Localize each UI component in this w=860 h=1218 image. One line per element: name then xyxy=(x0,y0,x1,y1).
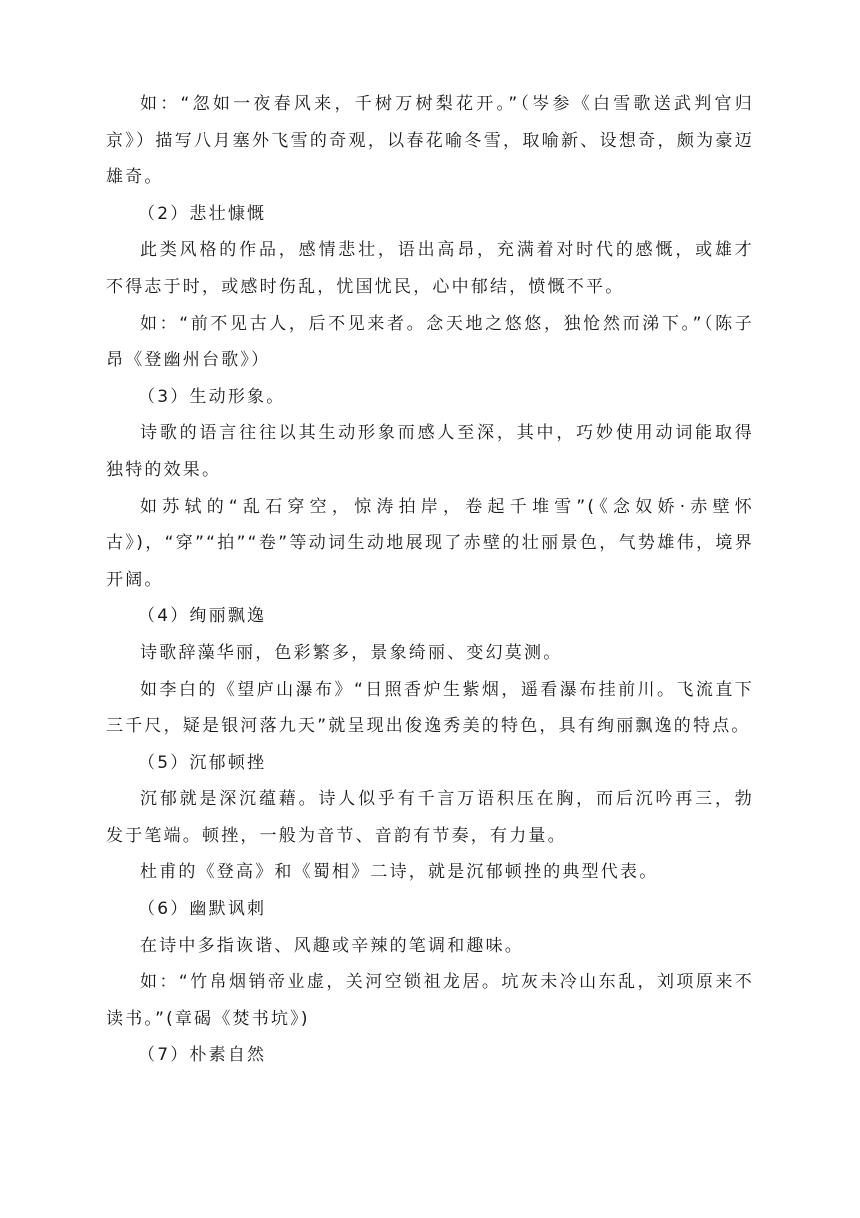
paragraph: 如苏轼的“乱石穿空，惊涛拍岸，卷起千堆雪”(《念奴娇·赤壁怀古》)，“穿”“拍”“卷”等动词生动地展现了赤壁的壮丽景色，气势雄伟，境界开阔。 xyxy=(106,496,754,590)
section-heading: （6）幽默讽刺 xyxy=(138,899,267,920)
paragraph: 如：“前不见古人，后不见来者。念天地之悠悠，独怆然而涕下。”（陈子昂《登幽州台歌》） xyxy=(106,313,754,371)
paragraph: 在诗中多指诙谐、风趣或辛辣的笔调和趣味。 xyxy=(140,935,524,956)
section-heading: （7）朴素自然 xyxy=(138,1045,267,1066)
section-heading: （4）绚丽飘逸 xyxy=(138,606,267,627)
paragraph: 诗歌的语言往往以其生动形象而感人至深，其中，巧妙使用动词能取得独特的效果。 xyxy=(106,423,754,480)
section-heading: （5）沉郁顿挫 xyxy=(138,752,267,773)
paragraph: 诗歌辞藻华丽，色彩繁多，景象绮丽、变幻莫测。 xyxy=(140,642,563,663)
paragraph: 此类风格的作品，感情悲壮，语出高昂，充满着对时代的感慨，或雄才不得志于时，或感时伤乱，忧国忧民，心中郁结，愤慨不平。 xyxy=(106,240,754,297)
paragraph: 如：“竹帛烟销帝业虚，关河空锁祖龙居。坑灰未冷山东乱，刘项原来不读书。”(章碣《焚书坑》) xyxy=(106,972,754,1029)
section-heading: （3）生动形象。 xyxy=(138,386,286,407)
paragraph: 如李白的《望庐山瀑布》“日照香炉生紫烟，遥看瀑布挂前川。飞流直下三千尺，疑是银河落九天”就呈现出俊逸秀美的特色，具有绚丽飘逸的特点。 xyxy=(106,679,754,737)
paragraph: 杜甫的《登高》和《蜀相》二诗，就是沉郁顿挫的典型代表。 xyxy=(140,862,659,883)
section-heading: （2）悲壮慷慨 xyxy=(138,203,267,224)
paragraph: 沉郁就是深沉蕴藉。诗人似乎有千言万语积压在胸，而后沉吟再三，勃发于笔端。顿挫，一般为音节、音韵有节奏，有力量。 xyxy=(106,789,754,846)
document-body xyxy=(106,86,754,1074)
paragraph: 如：“忽如一夜春风来，千树万树梨花开。”（岑参《白雪歌送武判官归京》）描写八月塞外飞雪的奇观，以春花喻冬雪，取喻新、设想奇，颇为豪迈雄奇。 xyxy=(106,94,754,188)
